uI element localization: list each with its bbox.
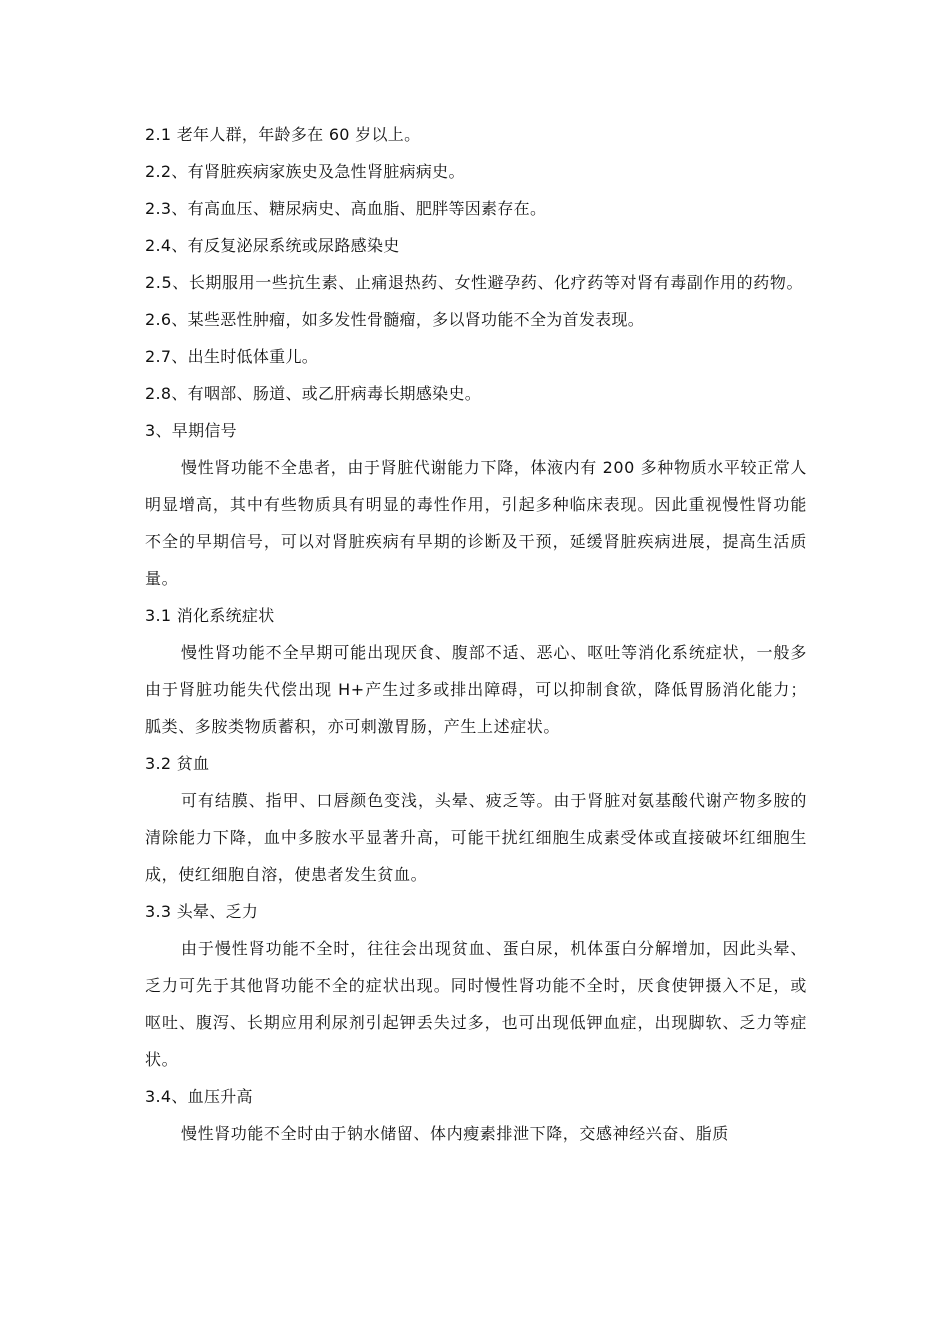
subsection-heading-digestive: 3.1 消化系统症状	[145, 606, 275, 625]
subsection-heading-dizziness: 3.3 头晕、乏力	[145, 902, 259, 921]
list-item-2-1: 2.1 老年人群，年龄多在 60 岁以上。	[145, 125, 421, 144]
list-item-2-5: 2.5、长期服用一些抗生素、止痛退热药、女性避孕药、化疗药等对肾有毒副作用的药物。	[145, 273, 804, 292]
list-item-2-3: 2.3、有高血压、糖尿病史、高血脂、肥胖等因素存在。	[145, 199, 547, 218]
list-item-2-7: 2.7、出生时低体重儿。	[145, 347, 319, 366]
subsection-paragraph-blood-pressure: 慢性肾功能不全时由于钠水储留、体内瘦素排泄下降，交感神经兴奋、脂质	[181, 1124, 729, 1143]
list-item-2-2: 2.2、有肾脏疾病家族史及急性肾脏病病史。	[145, 162, 465, 181]
subsection-heading-blood-pressure: 3.4、血压升高	[145, 1087, 253, 1106]
list-item-2-6: 2.6、某些恶性肿瘤，如多发性骨髓瘤，多以肾功能不全为首发表现。	[145, 310, 645, 329]
list-item-2-8: 2.8、有咽部、肠道、或乙肝病毒长期感染史。	[145, 384, 482, 403]
subsection-paragraph-dizziness: 由于慢性肾功能不全时，往往会出现贫血、蛋白尿，机体蛋白分解增加，因此头晕、乏力可先于其他肾功能不全的症状出现。同时慢性肾功能不全时，厌食使钾摄入不足，或呕吐、腹泻、长期应用利尿剂引起钾丢失过多，也可出现低钾血症，出现脚软、乏力等症状。	[145, 939, 807, 1069]
list-item-2-4: 2.4、有反复泌尿系统或尿路感染史	[145, 236, 400, 255]
section-intro-paragraph: 慢性肾功能不全患者，由于肾脏代谢能力下降，体液内有 200 多种物质水平较正常人明显增高，其中有些物质具有明显的毒性作用，引起多种临床表现。因此重视慢性肾功能不全的早期信号，可以对肾脏疾病有早期的诊断及干预，延缓肾脏疾病进展，提高生活质量。	[145, 458, 807, 588]
subsection-paragraph-anemia: 可有结膜、指甲、口唇颜色变浅，头晕、疲乏等。由于肾脏对氨基酸代谢产物多胺的清除能力下降，血中多胺水平显著升高，可能干扰红细胞生成素受体或直接破坏红细胞生成，使红细胞自溶，使患者发生贫血。	[145, 791, 807, 884]
subsection-heading-anemia: 3.2 贫血	[145, 754, 210, 773]
section-heading-early-signals: 3、早期信号	[145, 421, 237, 440]
document-page	[145, 116, 807, 1152]
subsection-paragraph-digestive: 慢性肾功能不全早期可能出现厌食、腹部不适、恶心、呕吐等消化系统症状，一般多由于肾脏功能失代偿出现 H+产生过多或排出障碍，可以抑制食欲，降低胃肠消化能力；胍类、多胺类物质蓄积，亦可刺激胃肠，产生上述症状。	[145, 643, 807, 736]
